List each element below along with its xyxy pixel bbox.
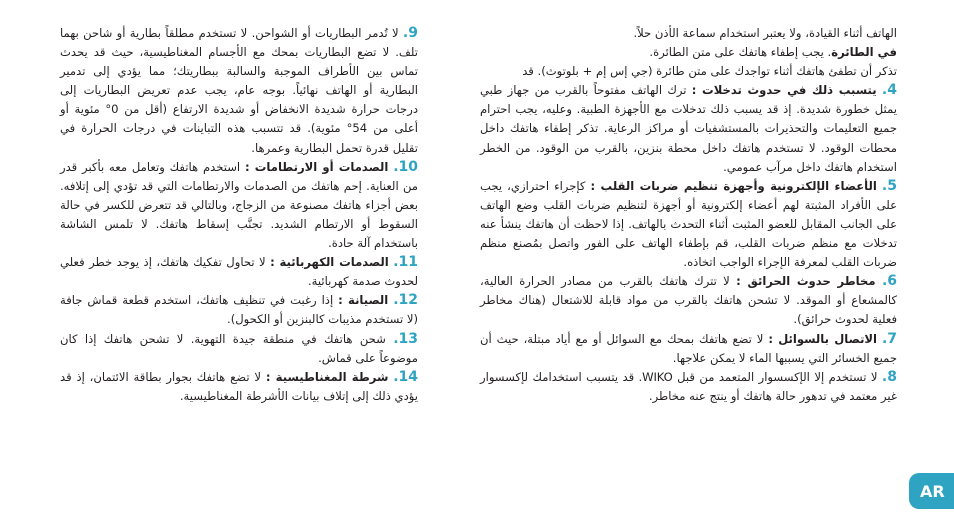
safety-item: [480, 81, 897, 176]
plane-title: في الطائرة: [831, 45, 897, 60]
item-title: الصدمات أو الارتطامات :: [244, 159, 389, 174]
language-badge: [909, 473, 954, 509]
safety-item: [60, 253, 418, 291]
item-number: 6.: [881, 273, 898, 290]
item-text: إذا رغبت في تنظيف هاتفك، استخدم قطعة قماش جافة (لا تستخدم مذيبات كالبنزين أو الكحول).: [60, 293, 418, 327]
item-title: الصدمات الكهربائية :: [270, 255, 389, 270]
item-text: كإجراء احترازي، يجب على الأفراد المثبتة لهم أعضاء إلكترونية أو أجهزة لتنظيم ضربات القلب وضع الهاتف على الجانب المقابل للعضو المثبت أثناء التحدث بالهاتف. إذا لاحظت أن هاتفك ينشأ عنه تدخلات مع منظم ضربات القلب، قم بإطفاء الهاتف على الفور واتصل بمُصنع منظم ضربات القلب لمعرفة الإجراء الواجب اتخاذه.: [480, 178, 897, 270]
item-title: الاتصال بالسوائل :: [768, 331, 878, 346]
item-text: استخدم هاتفك وتعامل معه بأكبر قدر من العناية. إحم هاتفك من الصدمات والارتطامات التي قد تؤدي إلى إتلافه. بعض أجزاء هاتفك مصنوعة من الزجاج، وبالتالي قد تتعرض للكسر في حالة السقوط أو الارتطام الشديد. تجنَّب إسقاط هاتفك. لا تلمس الشاشة باستخدام آلة حادة.: [60, 159, 418, 251]
item-number: 4.: [881, 82, 897, 99]
right-column: [480, 24, 897, 406]
item-number: 10.: [393, 158, 419, 175]
item-text: لا تحاول تفكيك هاتفك، إذ يوجد خطر فعلي لحدوث صدمة كهربائية.: [60, 255, 418, 289]
item-number: 13.: [393, 330, 418, 347]
item-title: شرطة المغناطيسية :: [265, 369, 389, 384]
item-text: شحن هاتفك في منطقة جيدة التهوية. لا تشحن هاتفك إذا كان موضوعاً على قماش.: [60, 331, 418, 365]
item-text: لا تضع هاتفك بجوار بطاقة الائتمان، إذ قد يؤدي ذلك إلى إتلاف بيانات الأشرطة المغناطيسية.: [60, 369, 418, 403]
intro-text: الهاتف أثناء القيادة، ولا يعتبر استخدام سماعة الأذن حلاً.: [633, 26, 897, 40]
safety-item: [60, 158, 418, 253]
safety-item: [480, 272, 897, 329]
item-text: لا تستخدم إلا الإكسسوار المتعمد من قبل WIKO. قد يتسبب استخدامك لإكسسوار غير معتمد في تدهور حالة هاتفك أو ينتج عنه مخاطر.: [480, 369, 897, 403]
item-title: مخاطر حدوث الحرائق :: [736, 274, 876, 289]
item-number: 14.: [393, 368, 419, 385]
plane-note: تذكر أن تطفئ هاتفك أثناء تواجدك على متن طائرة (جي إس إم + بلوتوث). قد: [522, 64, 897, 79]
safety-item: [480, 368, 897, 406]
safety-item: [60, 368, 418, 406]
item-number: 8.: [881, 368, 897, 385]
item-text: لا تضع هاتفك بمحك مع السوائل أو مع أياد مبتلة، حيث أن جميع الخسائر التي يسببها الماء لا يمكن علاجها.: [480, 331, 897, 365]
safety-item: [60, 291, 418, 329]
language-badge-label: AR: [920, 481, 945, 501]
item-title: يتسبب ذلك في حدوث تدخلات :: [691, 83, 877, 98]
item-title: الأعضاء الإلكترونية وأجهزة تنظيم ضربات القلب :: [590, 178, 877, 193]
safety-item: [480, 330, 897, 368]
item-number: 11.: [393, 254, 418, 271]
safety-item: [60, 24, 418, 158]
item-title: الصيانة :: [338, 293, 389, 308]
plane-paragraph: [480, 43, 897, 62]
item-number: 7.: [881, 330, 898, 347]
item-number: 9.: [402, 25, 418, 41]
item-text: لا تُدمر البطاريات أو الشواحن. لا تستخدم مطلقاً بطارية أو شاحن بهما تلف. لا تضع البطاريات بمحك مع الأجسام المغناطيسية، حيث قد يحدث تماس بين الأطراف الموجبة والسالبة ببطاريتك؛ مما يؤدي إلى تدمير البطارية أو الهاتف نهائياً. بوجه عام، يجب عدم تعريض البطاريات إلى درجات حرارة شديدة الانخفاض أو شديدة الارتفاع (أقل من 0° مئوية أو أعلى من 54° مئوية). قد تتسبب هذه التباينات في درجات الحرارة في تقليل قدرة تحمل البطارية وعمرها.: [60, 26, 419, 155]
item-number: 12.: [393, 292, 419, 309]
item-text: ترك الهاتف مفتوحاً بالقرب من جهاز طبي يمثل خطورة شديدة. إذ قد يسبب ذلك تدخلات مع الأجهزة الطبية. وعليه، يجب احترام جميع التعليمات والتحذيرات بالمستشفيات أو مراكز الرعاية. تذكر إطفاء هاتفك داخل محطات الوقود. لا تستخدم هاتفك داخل محطة بنزين، بالقرب من الوقود. من الخطر استخدام هاتفك داخل مرآب عمومي.: [480, 83, 897, 174]
plane-text: . يجب إطفاء هاتفك على متن الطائرة.: [649, 45, 832, 60]
safety-item: [480, 177, 897, 272]
left-column: [60, 24, 418, 406]
safety-item: [60, 330, 418, 368]
item-number: 5.: [881, 177, 897, 194]
item-text: لا تترك هاتفك بالقرب من مصادر الحرارة العالية، كالمشعاع أو الموقد. لا تشحن هاتفك بالقرب من مواد قابلة للاشتعال (هناك مخاطر فعلية لحدوث حرائق).: [480, 274, 897, 327]
